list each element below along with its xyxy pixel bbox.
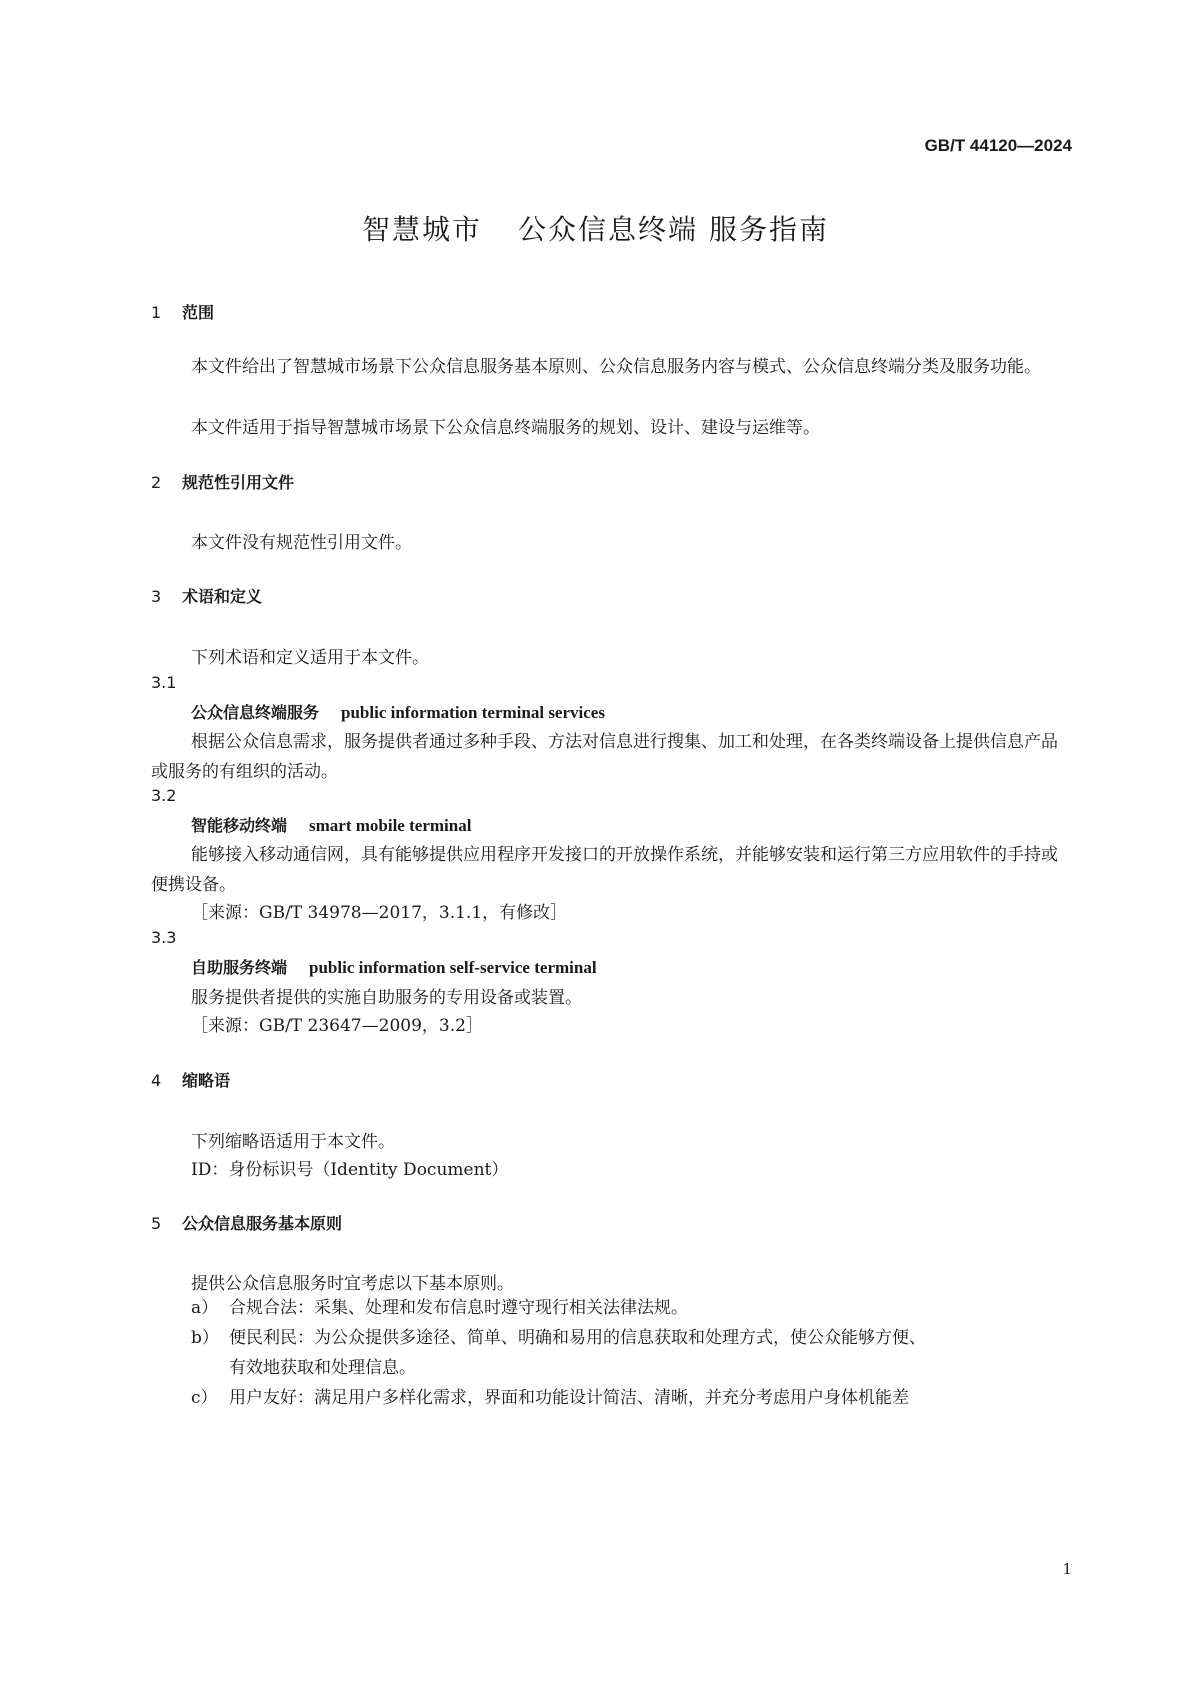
section-1-paragraph-2: 本文件适用于指导智慧城市场景下公众信息终端服务的规划、设计、建设与运维等。 bbox=[191, 418, 820, 438]
section-title: 规范性引用文件 bbox=[182, 473, 295, 492]
term-source: ［来源：GB/T 34978—2017，3.1.1，有修改］ bbox=[191, 903, 568, 923]
section-number: 5 bbox=[151, 1214, 162, 1233]
section-4-heading bbox=[151, 1068, 230, 1091]
section-number: 4 bbox=[151, 1071, 162, 1090]
section-number: 3 bbox=[151, 587, 162, 606]
term-heading bbox=[191, 955, 597, 978]
section-1-paragraph-1: 本文件给出了智慧城市场景下公众信息服务基本原则、公众信息服务内容与模式、公众信息终端分类及服务功能。 bbox=[191, 357, 1041, 377]
list-marker: b） bbox=[191, 1328, 219, 1348]
section-number: 1 bbox=[151, 303, 162, 322]
term-chinese: 自助服务终端 bbox=[191, 958, 288, 977]
list-marker: c） bbox=[191, 1388, 218, 1408]
term-definition: 服务提供者提供的实施自助服务的专用设备或装置。 bbox=[191, 988, 582, 1008]
section-2-heading bbox=[151, 470, 294, 493]
section-3-heading bbox=[151, 584, 262, 607]
list-item bbox=[191, 1323, 1071, 1383]
section-2-paragraph: 本文件没有规范性引用文件。 bbox=[191, 533, 412, 553]
term-heading bbox=[191, 813, 471, 836]
section-3-intro: 下列术语和定义适用于本文件。 bbox=[191, 648, 429, 668]
title-part1: 智慧城市 bbox=[362, 213, 483, 246]
page-number: 1 bbox=[1062, 1560, 1072, 1578]
section-title: 术语和定义 bbox=[182, 587, 263, 606]
document-title bbox=[0, 208, 1191, 248]
list-item bbox=[191, 1383, 1071, 1413]
list-marker: a） bbox=[191, 1298, 219, 1318]
term-source: ［来源：GB/T 23647—2009，3.2］ bbox=[191, 1016, 483, 1036]
abbreviation-item: ID：身份标识号（Identity Document） bbox=[191, 1160, 509, 1180]
term-english: public information terminal services bbox=[341, 703, 605, 722]
list-continuation: 有效地获取和处理信息。 bbox=[229, 1358, 416, 1378]
term-english: public information self-service terminal bbox=[309, 958, 597, 977]
list-text: 合规合法：采集、处理和发布信息时遵守现行相关法律法规。 bbox=[229, 1298, 688, 1318]
section-title: 公众信息服务基本原则 bbox=[182, 1214, 343, 1233]
list-text: 便民利民：为公众提供多途径、简单、明确和易用的信息获取和处理方式，使公众能够方便、 bbox=[229, 1328, 926, 1348]
title-part2: 公众信息终端 服务指南 bbox=[518, 213, 829, 246]
section-title: 缩略语 bbox=[182, 1071, 231, 1090]
term-english: smart mobile terminal bbox=[309, 816, 472, 835]
term-heading bbox=[191, 700, 605, 723]
term-definition: 能够接入移动通信网，具有能够提供应用程序开发接口的开放操作系统，并能够安装和运行第三方应用软件的手持或便携设备。 bbox=[151, 845, 1058, 895]
term-definition: 根据公众信息需求，服务提供者通过多种手段、方法对信息进行搜集、加工和处理，在各类终端设备上提供信息产品或服务的有组织的活动。 bbox=[151, 732, 1058, 782]
standard-number: GB/T 44120—2024 bbox=[924, 136, 1072, 155]
term-number: 3.2 bbox=[151, 786, 177, 805]
section-4-intro: 下列缩略语适用于本文件。 bbox=[191, 1132, 395, 1152]
list-text: 用户友好：满足用户多样化需求，界面和功能设计简洁、清晰，并充分考虑用户身体机能差 bbox=[229, 1388, 909, 1408]
section-number: 2 bbox=[151, 473, 162, 492]
term-chinese: 公众信息终端服务 bbox=[191, 703, 320, 722]
term-number: 3.3 bbox=[151, 928, 177, 947]
term-chinese: 智能移动终端 bbox=[191, 816, 288, 835]
section-5-heading bbox=[151, 1211, 342, 1234]
section-1-heading bbox=[151, 300, 214, 323]
section-title: 范围 bbox=[182, 303, 215, 322]
list-item bbox=[191, 1293, 1071, 1323]
term-number: 3.1 bbox=[151, 673, 177, 692]
section-5-intro: 提供公众信息服务时宜考虑以下基本原则。 bbox=[191, 1274, 514, 1294]
